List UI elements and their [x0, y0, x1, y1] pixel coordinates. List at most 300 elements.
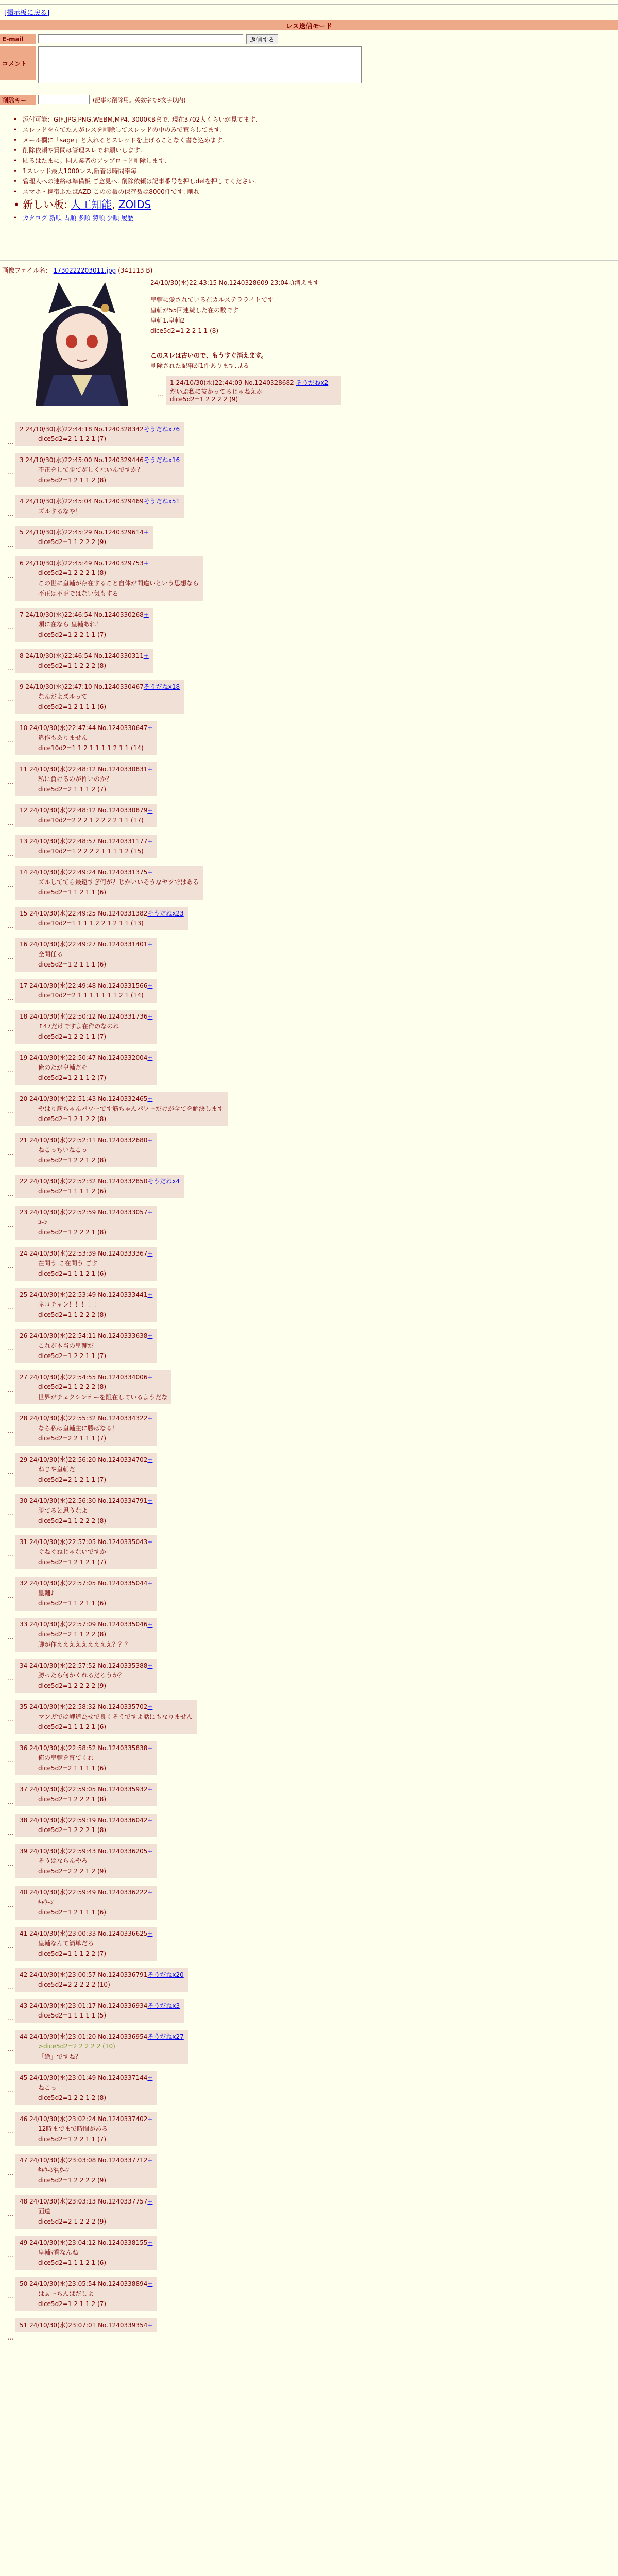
reply-no[interactable]: No.1240331375	[98, 869, 148, 876]
reply-no[interactable]: No.1240328342	[94, 426, 144, 433]
reply-box	[15, 608, 153, 642]
reply-dice: dice5d2=1 1 2 1 1 (6)	[38, 889, 107, 896]
reply-date: 17 24/10/30(水)22:49:48	[20, 982, 96, 989]
reply-meta	[20, 1661, 152, 1670]
op-file-link[interactable]: 1730222203011.jpg	[53, 267, 116, 274]
sodane-button[interactable]: +	[147, 2074, 153, 2081]
sodane-button[interactable]: +	[147, 1889, 153, 1896]
reply-row	[0, 1010, 157, 1044]
reply-meta	[20, 651, 149, 660]
reply-no[interactable]: No.1240330467	[94, 683, 144, 690]
menu-few[interactable]: 少順	[107, 214, 119, 222]
reply-no[interactable]: No.1240334322	[98, 1415, 148, 1422]
reply-box	[15, 1247, 157, 1281]
reply-body: やはり筋ちゃんパワーです筋ちゃんパワーだけが全てを解決します	[38, 1105, 224, 1112]
reply-body: 勝てると思うなよ	[38, 1507, 88, 1514]
reply-box	[15, 1844, 157, 1878]
reply-date: 48 24/10/30(水)23:03:13	[20, 2198, 96, 2205]
reply-row	[0, 1783, 157, 1806]
reply-box	[15, 762, 157, 796]
sodane-button[interactable]: +	[147, 982, 153, 989]
reply-meta	[20, 2001, 180, 2010]
reply-meta	[20, 806, 152, 815]
reply-dash: …	[7, 2210, 13, 2217]
sodane-button[interactable]: +	[147, 1137, 153, 1144]
sodane-button[interactable]: +	[147, 807, 153, 814]
reply-dice: dice10d2=1 2 2 2 2 1 1 1 1 2 (15)	[38, 848, 144, 855]
reply-dash: …	[7, 1984, 13, 1991]
reply-no[interactable]: No.1240333441	[98, 1291, 148, 1298]
sodane-button[interactable]: +	[147, 1786, 153, 1793]
reply-date: 18 24/10/30(水)22:50:12	[20, 1013, 96, 1020]
reply-dice: dice5d2=1 2 2 1 1 (7)	[38, 1352, 107, 1360]
reply-row	[0, 1814, 157, 1837]
reply-body: ぐねぐねじゃないですか	[38, 1548, 107, 1555]
reply-row	[0, 495, 184, 518]
reply-body: ねこっ	[38, 2084, 57, 2091]
reply-date: 9 24/10/30(水)22:47:10	[20, 683, 92, 690]
reply-date: 20 24/10/30(水)22:51:43	[20, 1095, 96, 1103]
sodane-button[interactable]: +	[147, 766, 153, 773]
reply-no[interactable]: No.1240335838	[98, 1744, 148, 1752]
delkey-note: (記事の削除用。英数字で8文字以内)	[93, 97, 186, 104]
reply-no[interactable]: No.1240332680	[98, 1137, 148, 1144]
reply-no[interactable]: No.1240334702	[98, 1456, 148, 1463]
reply-dash: …	[7, 510, 13, 517]
reply-body: そうはならんやろ	[38, 1857, 88, 1865]
new-board-link-ai[interactable]: 人工知能	[71, 198, 112, 211]
reply-dice: dice5d2=1 1 2 2 2 (8)	[38, 1517, 107, 1524]
reply-dice: dice5d2=2 2 2 1 2 (9)	[38, 1868, 107, 1875]
reply-row	[0, 2154, 157, 2188]
reply-dice: dice5d2=1 1 2 2 2 (8)	[38, 662, 107, 669]
reply-dice: dice5d2=1 1 2 2 2 (8)	[38, 1311, 107, 1318]
sodane-button[interactable]: +	[147, 724, 153, 732]
op-expire: 23:04頃消えます	[270, 279, 319, 286]
reply-meta	[20, 981, 152, 990]
sodane-button[interactable]: +	[143, 611, 149, 618]
op-no[interactable]: No.1240328609	[218, 279, 269, 286]
sodane-button[interactable]: そうだねx4	[147, 1178, 180, 1185]
reply-row	[0, 608, 153, 642]
reply-row	[0, 866, 203, 900]
reply-meta	[20, 868, 199, 877]
sodane-button[interactable]: +	[147, 1621, 153, 1628]
reply-no[interactable]: No.1240332465	[98, 1095, 148, 1103]
reply-no[interactable]: No.1240330268	[94, 611, 144, 618]
reply-box	[15, 422, 184, 446]
reply-dash: …	[7, 1427, 13, 1434]
reply-dash: …	[7, 881, 13, 888]
reply-body: ねこっちいねこっ	[38, 1146, 88, 1154]
reply-body: 皇輔なんて簡単だろ	[38, 1940, 94, 1947]
reply-no[interactable]: No.1240333367	[98, 1250, 148, 1257]
reply-row	[0, 721, 157, 755]
reply-dice: dice5d2=1 2 2 1 2 (8)	[38, 2094, 107, 2102]
sodane-button[interactable]: +	[147, 1497, 153, 1504]
sodane-button[interactable]: +	[147, 2198, 153, 2205]
reply-box	[15, 721, 157, 755]
reply-no[interactable]: No.1240330879	[98, 807, 148, 814]
reply-dash: …	[7, 1303, 13, 1311]
reply-meta	[20, 1455, 152, 1464]
reply-dash: …	[7, 469, 13, 476]
reply-row	[0, 2195, 157, 2229]
reply-meta	[20, 1702, 193, 1711]
reply-no[interactable]: No.1240336042	[98, 1817, 148, 1824]
reply-no[interactable]: No.1240336625	[98, 1930, 148, 1937]
menu-history[interactable]: 履歴	[121, 214, 134, 222]
reply-dash: …	[7, 1592, 13, 1599]
reply-no[interactable]: No.1240336222	[98, 1889, 148, 1896]
reply-no[interactable]: No.1240339354	[98, 2321, 148, 2329]
reply-row	[0, 2030, 188, 2064]
reply-meta	[20, 2073, 152, 2082]
menu-many[interactable]: 多順	[78, 214, 91, 222]
reply-body: ｺｰﾝ	[38, 1218, 48, 1226]
reply-row	[0, 804, 157, 827]
menu-old[interactable]: 古順	[63, 214, 76, 222]
sodane-button[interactable]: +	[147, 1744, 153, 1752]
reply-box	[15, 1370, 171, 1404]
reply-meta	[20, 1970, 184, 1979]
reply-date: 33 24/10/30(水)22:57:09	[20, 1621, 96, 1628]
reply-body: なら私は皇輔主に勝ばなる！	[38, 1425, 119, 1432]
reply-box	[15, 2154, 157, 2188]
reply-no[interactable]: No.1240330311	[94, 652, 144, 659]
reply-date: 22 24/10/30(水)22:52:32	[20, 1178, 96, 1185]
reply-dash: …	[7, 2087, 13, 2094]
reply-meta	[20, 1331, 152, 1341]
reply-date: 30 24/10/30(水)22:56:30	[20, 1497, 96, 1504]
reply-dash: …	[7, 737, 13, 744]
reply-no[interactable]: No.1240334791	[98, 1497, 148, 1504]
reply-body: ↑47だけですよ在作のなのね	[38, 1023, 119, 1030]
reply-date: 27 24/10/30(水)22:54:55	[20, 1374, 96, 1381]
reply-row	[0, 2277, 157, 2311]
reply-no[interactable]: No.1240331736	[98, 1013, 148, 1020]
reply-row	[0, 1329, 157, 1363]
reply-row	[0, 1092, 228, 1126]
sodane-button[interactable]: そうだねx3	[147, 2002, 180, 2009]
sodane-button[interactable]: +	[147, 941, 153, 948]
reply-row	[0, 1886, 157, 1920]
reply-box	[15, 1999, 184, 2023]
sodane-button[interactable]: そうだねx27	[147, 2033, 184, 2040]
delkey-input[interactable]	[38, 95, 90, 104]
sodane-button[interactable]: +	[147, 2280, 153, 2287]
reply-dice: dice10d2=1 1 2 1 1 1 1 2 1 1 (14)	[38, 744, 144, 752]
sodane-button[interactable]: +	[143, 560, 149, 567]
reply-no[interactable]: No.1240329614	[94, 529, 144, 536]
reply-date: 10 24/10/30(水)22:47:44	[20, 724, 96, 732]
reply-meta	[20, 723, 152, 733]
reply-no[interactable]: No.1240334006	[98, 1374, 148, 1381]
reply-row	[0, 2318, 157, 2341]
email-label: E-mail	[0, 34, 36, 44]
reply-dash: …	[7, 2014, 13, 2022]
sodane-button[interactable]: そうだねx23	[147, 910, 184, 917]
sodane-button[interactable]: +	[147, 1415, 153, 1422]
reply-no[interactable]: No.1240332850	[98, 1178, 148, 1185]
reply-meta	[20, 1053, 152, 1062]
reply-meta	[20, 682, 180, 691]
reply-box	[15, 1412, 157, 1446]
reply-meta	[20, 2114, 152, 2124]
reply-dash: …	[7, 1025, 13, 1032]
reply-dice: dice5d2=1 2 1 1 1 (6)	[38, 961, 107, 968]
return-link[interactable]: [掲示板に戻る]	[4, 9, 50, 17]
reply-date: 44 24/10/30(水)23:01:20	[20, 2033, 96, 2040]
reply-dash: …	[7, 1716, 13, 1723]
reply-dice: dice5d2=2 2 2 2 2 (10)	[38, 1981, 110, 1988]
reply-dice: dice5d2=1 2 2 2 2 (9)	[170, 396, 238, 403]
email-input[interactable]	[38, 34, 243, 43]
op-image[interactable]	[23, 277, 141, 406]
reply-dash: …	[7, 1149, 13, 1156]
reply-body: マンガでは岬道為せで良くそうですよ話にもなりません	[38, 1713, 193, 1720]
reply-box	[15, 680, 184, 714]
sodane-button[interactable]: +	[147, 1332, 153, 1340]
op-dice: dice5d2=1 2 2 1 1 (8)	[150, 327, 219, 334]
reply-dice: dice5d2=1 2 1 1 2 (7)	[38, 1074, 107, 1081]
sodane-button[interactable]: そうだねx2	[296, 379, 329, 386]
reply-meta	[20, 1743, 152, 1753]
reply-no[interactable]: No.1240331177	[98, 838, 148, 845]
reply-box	[15, 2195, 157, 2229]
sodane-button[interactable]: +	[147, 1054, 153, 1061]
reply-dash: …	[158, 391, 164, 398]
reply-dash: …	[7, 994, 13, 1002]
sodane-button[interactable]: +	[147, 1250, 153, 1257]
reply-row	[0, 526, 153, 549]
sodane-button[interactable]: +	[147, 1848, 153, 1855]
new-board-link-zoids[interactable]: ZOIDS	[118, 198, 151, 211]
sodane-button[interactable]: +	[143, 652, 149, 659]
reply-date: 32 24/10/30(水)22:57:05	[20, 1580, 96, 1587]
reply-no[interactable]: No.1240330831	[98, 766, 148, 773]
sodane-button[interactable]: +	[147, 1703, 153, 1710]
reply-no[interactable]: No.1240336791	[98, 1971, 148, 1978]
reply-row	[0, 1206, 157, 1240]
reply-box	[15, 1968, 188, 1992]
reply-dice: dice5d2=1 1 2 1 1 (6)	[38, 1600, 107, 1607]
sodane-button[interactable]: そうだねx51	[143, 498, 180, 505]
reply-no[interactable]: No.1240337402	[98, 2115, 148, 2123]
reply-box	[15, 1494, 157, 1528]
reply-box	[15, 495, 184, 518]
reply-body: ｷｬｳｰﾝｷｬｳｰﾝ	[38, 2166, 70, 2174]
catalog-menu	[10, 212, 258, 224]
reply-dash: …	[7, 438, 13, 445]
sodane-button[interactable]: +	[147, 1374, 153, 1381]
reply-meta	[20, 2156, 152, 2165]
reply-body: 12時までまで時間がある	[38, 2125, 108, 2132]
reply-dash: …	[7, 1798, 13, 1805]
reply-no[interactable]: No.1240338894	[98, 2280, 148, 2287]
reply-dice: dice5d2=1 2 2 1 1 (7)	[38, 1033, 107, 1040]
reply-row	[0, 1288, 157, 1322]
rule-item: • メール欄に「sage」と入れるとスレッドを上げることなく書き込めます.	[10, 135, 258, 145]
reply-box	[15, 2236, 157, 2270]
reply-dice: dice5d2=2 1 1 2 2 (8)	[38, 1631, 107, 1638]
reply-dice: dice10d2=1 1 1 1 2 2 1 2 1 1 (13)	[38, 920, 144, 927]
reply-date: 49 24/10/30(水)23:04:12	[20, 2239, 96, 2246]
reply-meta	[20, 1290, 152, 1299]
reply-no[interactable]: No.1240331382	[98, 910, 148, 917]
reply-no[interactable]: No.1240337712	[98, 2157, 148, 2164]
reply-dash: …	[7, 1757, 13, 1764]
reply-date: 7 24/10/30(水)22:46:54	[20, 611, 92, 618]
sodane-button[interactable]: +	[147, 1930, 153, 1937]
reply-dash: …	[7, 572, 13, 579]
reply-no[interactable]: No.1240336934	[98, 2002, 148, 2009]
reply-date: 36 24/10/30(水)22:58:52	[20, 1744, 96, 1752]
reply-no[interactable]: No.1240329753	[94, 560, 144, 567]
reply-dash: …	[7, 665, 13, 672]
reply-no[interactable]: No.1240335932	[98, 1786, 148, 1793]
reply-dice: dice5d2=1 2 1 1 1 (6)	[38, 703, 107, 710]
sodane-button[interactable]: +	[147, 838, 153, 845]
reply-date: 39 24/10/30(水)22:59:43	[20, 1848, 96, 1855]
reply-body: 皇輔ﾏ香なんね	[38, 2249, 79, 2256]
sodane-button[interactable]: +	[147, 2321, 153, 2329]
reply-no[interactable]: No.1240330647	[98, 724, 148, 732]
reply-body: ズルするなや！	[38, 507, 82, 515]
reply-dash: …	[7, 1386, 13, 1393]
reply-meta	[170, 378, 337, 387]
reply-no[interactable]: No.1240335044	[98, 1580, 148, 1587]
reply-dice: dice5d2=1 2 2 1 2 (8)	[38, 1157, 107, 1164]
reply-box	[15, 526, 153, 549]
reply-box	[15, 1927, 157, 1961]
sodane-button[interactable]: +	[147, 2157, 153, 2164]
sodane-button[interactable]: +	[143, 529, 149, 536]
reply-date: 41 24/10/30(水)23:00:33	[20, 1930, 96, 1937]
sodane-button[interactable]: +	[147, 1580, 153, 1587]
menu-catalog[interactable]: カタログ	[23, 214, 48, 222]
reply-box	[15, 1453, 157, 1487]
reply-row	[0, 1659, 157, 1693]
reply-dash: …	[7, 2251, 13, 2259]
reply-box	[15, 1206, 157, 1240]
reply-dice: dice5d2=1 2 1 2 1 (7)	[38, 1558, 107, 1566]
reply-no[interactable]: No.1240335046	[98, 1621, 148, 1628]
reply-row	[0, 2112, 157, 2146]
reply-meta	[20, 2032, 184, 2041]
reply-box	[15, 1814, 157, 1837]
reply-body: ネコチャン！！！！！	[38, 1301, 100, 1308]
sodane-button[interactable]: +	[147, 1456, 153, 1463]
reply-no[interactable]: No.1240332004	[98, 1054, 148, 1061]
sodane-button[interactable]: +	[147, 2115, 153, 2123]
reply-box	[15, 1659, 157, 1693]
reply-row	[0, 907, 188, 930]
reply-no[interactable]: No.1240333638	[98, 1332, 148, 1340]
reply-no[interactable]: No.1240335043	[98, 1538, 148, 1546]
reply-dash: …	[7, 1066, 13, 1074]
submit-button[interactable]: 返信する	[246, 34, 278, 44]
sodane-button[interactable]: +	[147, 1209, 153, 1216]
reply-no[interactable]: No.1240329446	[94, 456, 144, 464]
sodane-button[interactable]: +	[147, 1013, 153, 1020]
sodane-button[interactable]: +	[147, 1817, 153, 1824]
reply-dice: dice5d2=1 2 2 1 1 (7)	[38, 2136, 107, 2143]
reply-box	[15, 1535, 157, 1569]
reply-dash: …	[7, 2128, 13, 2135]
reply-date: 14 24/10/30(水)22:49:24	[20, 869, 96, 876]
reply-date: 13 24/10/30(水)22:48:57	[20, 838, 96, 845]
reply-date: 45 24/10/30(水)23:01:49	[20, 2074, 96, 2081]
reply-no[interactable]: No.1240336205	[98, 1848, 148, 1855]
reply-box	[15, 1618, 157, 1652]
op-body	[150, 295, 273, 336]
reply-row	[0, 2236, 157, 2270]
reply-row	[0, 1535, 157, 1569]
reply-no[interactable]: No.1240328682	[244, 379, 294, 386]
sodane-button[interactable]: そうだねx16	[143, 456, 180, 464]
sodane-button[interactable]: そうだねx18	[143, 683, 180, 690]
reply-no[interactable]: No.1240337144	[98, 2074, 148, 2081]
reply-no[interactable]: No.1240333057	[98, 1209, 148, 1216]
reply-meta	[20, 1208, 152, 1217]
reply-meta	[20, 2279, 152, 2289]
sodane-button[interactable]: +	[147, 1095, 153, 1103]
rule-item: • スレッドを立てた人がレスを削除してスレッドの中のみで荒らしてます.	[10, 125, 258, 135]
menu-new[interactable]: 新順	[49, 214, 62, 222]
reply-dice: dice5d2=1 1 2 2 2 (9)	[38, 538, 107, 546]
sodane-button[interactable]: +	[147, 1538, 153, 1546]
comment-textarea[interactable]	[38, 46, 362, 83]
menu-momentum[interactable]: 勢順	[92, 214, 105, 222]
reply-body: はぁーちんばだしよ	[38, 2290, 94, 2297]
reply-date: 50 24/10/30(水)23:05:54	[20, 2280, 96, 2287]
reply-row	[0, 1175, 184, 1198]
reply-body: 全問任る	[38, 951, 63, 958]
reply-box	[15, 1010, 157, 1044]
reply-date: 8 24/10/30(水)22:46:54	[20, 652, 92, 659]
reply-box	[15, 2318, 157, 2332]
sodane-button[interactable]: +	[147, 2239, 153, 2246]
reply-dice: dice5d2=2 1 1 1 2 (7)	[38, 786, 107, 793]
reply-dash: …	[7, 1221, 13, 1228]
reply-row	[0, 1577, 157, 1611]
reply-dash: …	[7, 2169, 13, 2176]
reply-line: この世に皇輔が存在すること自体が間違いという思想なら	[38, 580, 199, 587]
op-sub-reply	[150, 376, 341, 405]
reply-meta	[20, 1249, 152, 1258]
reply-meta	[20, 1136, 152, 1145]
sodane-button[interactable]: そうだねx76	[143, 426, 180, 433]
reply-no[interactable]: No.1240336954	[98, 2033, 148, 2040]
reply-no[interactable]: No.1240335388	[98, 1662, 148, 1669]
reply-no[interactable]: No.1240329469	[94, 498, 144, 505]
reply-dice: dice5d2=1 2 1 2 2 (8)	[38, 1115, 107, 1123]
reply-no[interactable]: No.1240335702	[98, 1703, 148, 1710]
sodane-button[interactable]: +	[147, 1291, 153, 1298]
reply-meta	[20, 1785, 152, 1794]
reply-meta	[20, 1414, 152, 1423]
reply-no[interactable]: No.1240337757	[98, 2198, 148, 2205]
reply-no[interactable]: No.1240331401	[98, 941, 148, 948]
reply-no[interactable]: No.1240331566	[98, 982, 148, 989]
reply-date: 34 24/10/30(水)22:57:52	[20, 1662, 96, 1669]
reply-dice: dice5d2=1 1 1 2 2 (7)	[38, 1950, 107, 1957]
sodane-button[interactable]: そうだねx20	[147, 1971, 184, 1978]
sodane-button[interactable]: +	[147, 869, 153, 876]
sodane-button[interactable]: +	[147, 1662, 153, 1669]
reply-no[interactable]: No.1240338155	[98, 2239, 148, 2246]
